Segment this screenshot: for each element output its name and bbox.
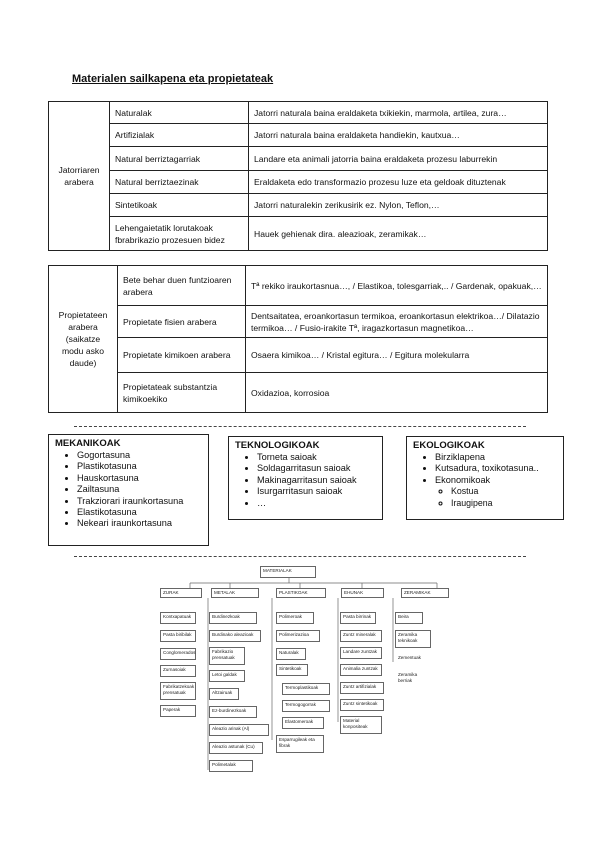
list-item: • Makinagarritasun saioak bbox=[257, 475, 376, 486]
diagram-node: Zurnasoiak bbox=[160, 665, 196, 677]
diagram-category-node: PLASTIKOAK bbox=[276, 588, 326, 598]
diagram-node: Pasta birrinak bbox=[340, 612, 376, 624]
property-type-name: Propietate kimikoen arabera bbox=[118, 338, 246, 373]
diagram-node: Zementuak bbox=[395, 653, 431, 665]
property-type-name: Propietateak substantzia kimikoekiko bbox=[118, 373, 246, 413]
diagram-node: Esparrugileak eta fibrak bbox=[276, 735, 324, 753]
diagram-category-node: EHUNAK bbox=[341, 588, 384, 598]
list-item: • Elastikotasuna bbox=[77, 507, 202, 518]
diagram-node: Landare zuntzak bbox=[340, 647, 382, 659]
diagram-node: Material konpositeak bbox=[340, 716, 382, 734]
diagram-node: Zeramika teknikoak bbox=[395, 630, 431, 648]
list-item-label: Ekonomikoak bbox=[435, 474, 491, 485]
diagram-node: Zuntz sintetikoak bbox=[340, 699, 384, 711]
origin-type-desc: Jatorri naturala baina eraldaketa txikiekin, marmola, artilea, zura… bbox=[249, 102, 548, 124]
diagram-node: Aleazio arinak (Al) bbox=[209, 724, 269, 736]
diagram-node: Termogogorrak bbox=[282, 700, 330, 712]
origin-type-name: Sintetikoak bbox=[110, 194, 249, 217]
diagram-node: Aleazio astunak (Cu) bbox=[209, 742, 263, 754]
diagram-node: Altzairuak bbox=[209, 688, 239, 700]
list-item: • … bbox=[257, 498, 376, 509]
sub-list-item: ◦ Kostua bbox=[451, 486, 557, 497]
diagram-node: Elastomeroak bbox=[282, 717, 324, 729]
diagram-node: Conglomerados bbox=[160, 648, 196, 660]
diagram-node: Fabrikazio prensatuak bbox=[209, 647, 245, 665]
list-item: • Soldagarritasun saioak bbox=[257, 463, 376, 474]
diagram-category-node: METALAK bbox=[211, 588, 259, 598]
origin-type-desc: Landare eta animali jatorria baina eraldaketa prozesu laburrekin bbox=[249, 147, 548, 171]
sub-list-item: ◦ Iraugipena bbox=[451, 498, 557, 509]
origin-type-desc: Hauek gehienak dira. aleazioak, zeramikak… bbox=[249, 217, 548, 251]
diagram-node: Letoi galdak bbox=[209, 670, 245, 682]
origin-type-name: Lehengaietatik lorutakoak fbrabrikazio prozesuen bidez bbox=[110, 217, 249, 251]
diagram-node: Sintetikoak bbox=[276, 664, 308, 676]
box-title: TEKNOLOGIKOAK bbox=[235, 440, 320, 451]
diagram-node: Polimerizazioa bbox=[276, 630, 320, 642]
list-item: • Hauskortasuna bbox=[77, 473, 202, 484]
diagram-category-node: ZURAK bbox=[160, 588, 202, 598]
diagram-node: Burdinezkoak bbox=[209, 612, 257, 624]
diagram-node: Animalia zuntzak bbox=[340, 664, 382, 676]
diagram-node: Burdinako aleazioak bbox=[209, 630, 261, 642]
diagram-node: Ez-burdinezkoak bbox=[209, 706, 257, 718]
origin-type-desc: Eraldaketa edo transformazio prozesu luze eta geldoak dituztenak bbox=[249, 171, 548, 194]
diagram-node: Polimeroak bbox=[276, 612, 314, 624]
property-type-desc: Tª rekiko iraukortasnua…, / Elastikoa, tolesgarriak,.. / Gardenak, opakuak,… bbox=[246, 266, 548, 306]
diagram-node: Naturalak bbox=[276, 648, 306, 660]
diagram-node: Paperak bbox=[160, 705, 196, 717]
properties-group-cell: Propietateen arabera (saikatze modu asko daude) bbox=[49, 266, 118, 413]
list-item: • Trakziorari iraunkortasuna bbox=[77, 496, 202, 507]
origin-type-name: Natural berriztagarriak bbox=[110, 147, 249, 171]
diagram-node: Zuntz artifizialak bbox=[340, 682, 384, 694]
diagram-node: Termoplastikoak bbox=[282, 683, 330, 695]
page-title: Materialen sailkapena eta propietateak bbox=[72, 73, 274, 85]
list-item: • Zailtasuna bbox=[77, 484, 202, 495]
property-type-desc: Dentsaitatea, eroankortasun termikoa, eroankortasun elektrikoa…/ Dilatazio termikoa… / Fusio-irakite Tª, iragazkortasun magnetikoa… bbox=[246, 306, 548, 338]
list-item: • Birziklapena bbox=[435, 452, 557, 463]
property-type-desc: Oxidazioa, korrosioa bbox=[246, 373, 548, 413]
list-item: • Kutsadura, toxikotasuna.. bbox=[435, 463, 557, 474]
list-item: • Plastikotasuna bbox=[77, 461, 202, 472]
diagram-node: Polimetalak bbox=[209, 760, 253, 772]
origin-type-name: Artifizialak bbox=[110, 124, 249, 147]
diagram-node: Beira bbox=[395, 612, 423, 624]
diagram-category-node: ZERAMIKAK bbox=[401, 588, 449, 598]
origin-type-name: Naturalak bbox=[110, 102, 249, 124]
diagram-node: Pasta biribilak bbox=[160, 630, 196, 642]
list-item: • Torneta saioak bbox=[257, 452, 376, 463]
property-type-desc: Osaera kimikoa… / Kristal egitura… / Egitura molekularra bbox=[246, 338, 548, 373]
diagram-node: Zuntz mineralak bbox=[340, 630, 382, 642]
origin-group-cell: Jatorriaren arabera bbox=[49, 102, 110, 251]
origin-type-name: Natural berriztaezinak bbox=[110, 171, 249, 194]
diagram-node: Kontxapatuak bbox=[160, 612, 196, 624]
list-item: • Isurgarritasun saioak bbox=[257, 486, 376, 497]
property-type-name: Propietate fisien arabera bbox=[118, 306, 246, 338]
diagram-node: Fabrikatzekoak prensatuak bbox=[160, 682, 196, 700]
diagram-node: Zeramika berriak bbox=[395, 670, 431, 688]
diagram-root-node: MATERIALAK bbox=[260, 566, 316, 578]
box-title: MEKANIKOAK bbox=[55, 438, 121, 449]
box-title: EKOLOGIKOAK bbox=[413, 440, 485, 451]
property-type-name: Bete behar duen funtzioaren arabera bbox=[118, 266, 246, 306]
origin-type-desc: Jatorri naturala baina eraldaketa handiekin, kautxua… bbox=[249, 124, 548, 147]
list-item: • Gogortasuna bbox=[77, 450, 202, 461]
origin-type-desc: Jatorri naturalekin zerikusirik ez. Nylon, Teflon,… bbox=[249, 194, 548, 217]
list-item: • Nekeari iraunkortasuna bbox=[77, 518, 202, 529]
